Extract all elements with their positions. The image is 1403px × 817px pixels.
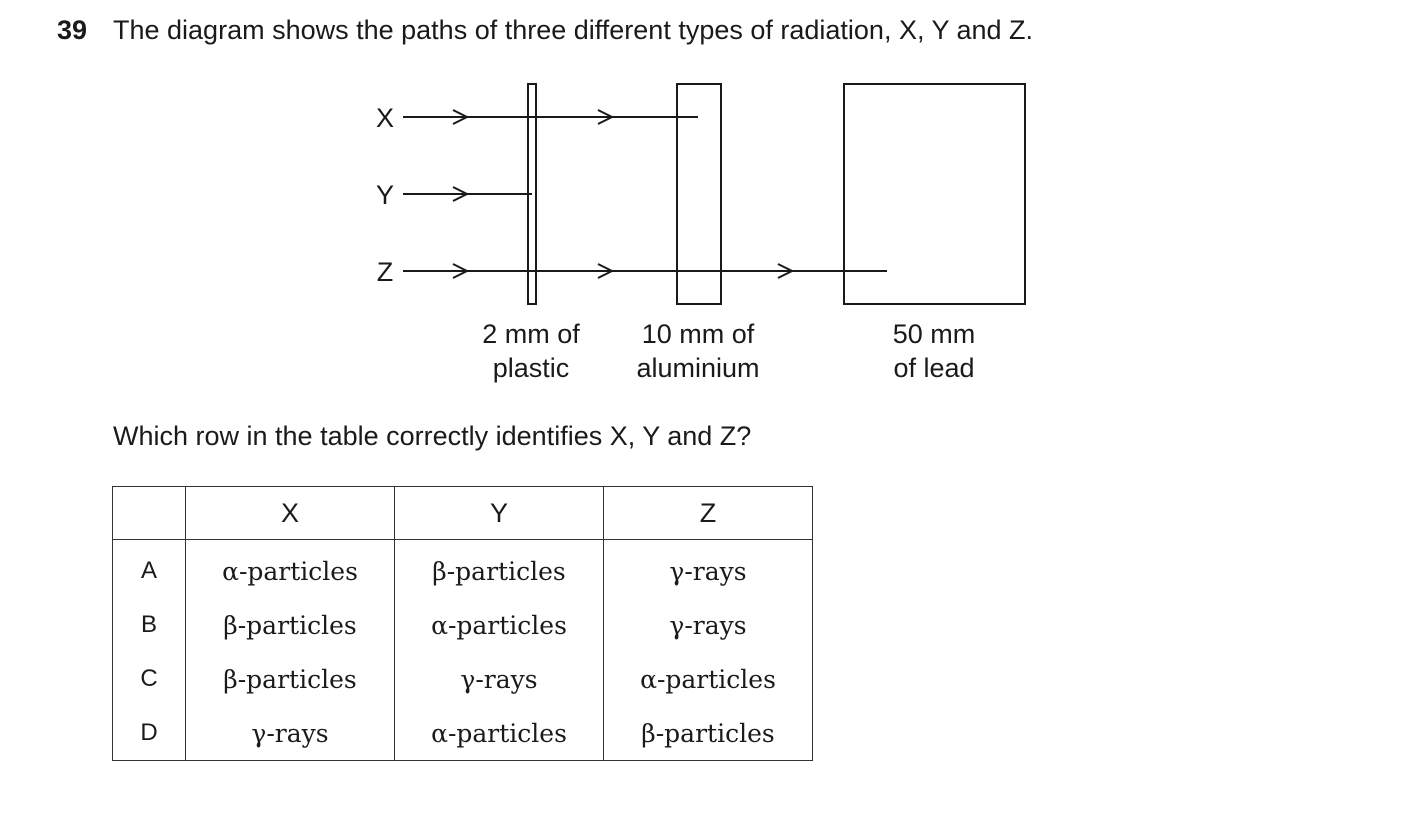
header-y: Y [395,487,604,540]
question-prompt: Which row in the table correctly identifies X, Y and Z? [113,421,752,451]
table-row [113,540,813,599]
cell-x: γ-rays [186,706,395,761]
row-key: D [113,706,186,761]
cell-y: α-particles [395,706,604,761]
cell-y: γ-rays [395,652,604,706]
cell-x: α-particles [186,540,395,599]
cell-x: β-particles [186,652,395,706]
ray-label-y: Y [375,180,395,210]
question-stem: The diagram shows the paths of three different types of radiation, X, Y and Z. [113,15,1034,45]
ray-label-x: X [375,103,395,133]
radiation-diagram [0,0,1403,400]
aluminium-label-line1: 10 mm of [641,319,755,349]
table-row [113,652,813,706]
table-row [113,706,813,761]
header-x: X [186,487,395,540]
lead-label-line1: 50 mm [892,319,976,349]
table-row [113,598,813,652]
cell-y: α-particles [395,598,604,652]
ray-y-path [403,187,532,201]
row-key: A [113,540,186,599]
header-key [113,487,186,540]
plastic-label-line2: plastic [492,353,570,383]
cell-z: γ-rays [604,598,813,652]
aluminium-label-line2: aluminium [636,353,760,383]
ray-z-path [403,264,887,278]
cell-z: γ-rays [604,540,813,599]
ray-x-path [403,110,698,124]
row-key: B [113,598,186,652]
plastic-label-line1: 2 mm of [482,319,580,349]
cell-z: α-particles [604,652,813,706]
cell-z: β-particles [604,706,813,761]
table-header-row [113,487,813,540]
row-key: C [113,652,186,706]
lead-label-line2: of lead [893,353,975,383]
cell-y: β-particles [395,540,604,599]
ray-label-z: Z [376,257,394,287]
question-number: 39 [57,15,88,45]
header-z: Z [604,487,813,540]
answer-table [112,486,813,761]
cell-x: β-particles [186,598,395,652]
